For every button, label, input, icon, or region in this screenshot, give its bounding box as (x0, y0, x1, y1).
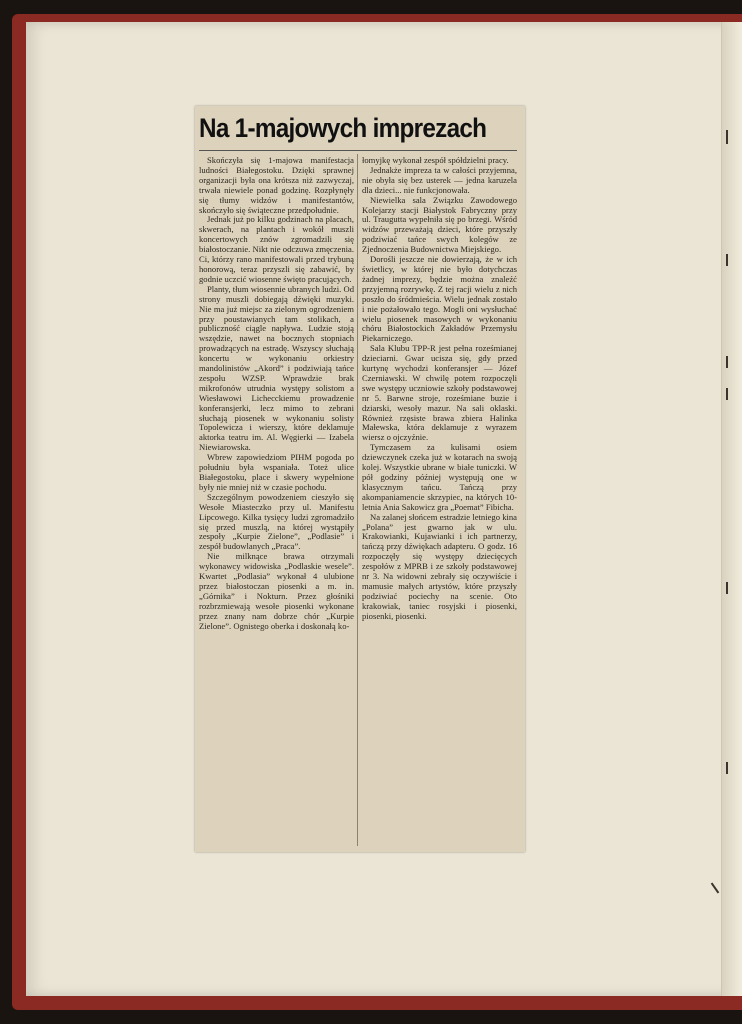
edge-mark (726, 762, 728, 774)
article-paragraph: Wbrew zapowiedziom PIHM pogoda po południu była wspaniała. Toteż ulice Białegostoku, place i skwery wypełnione były nie mniej niż w czasie pochodu. (199, 452, 354, 492)
column-divider (357, 154, 358, 846)
article-paragraph: Tymczasem za kulisami osiem dziewczynek czeka już w kotarach na swoją kolej. Wszystkie ubrane w białe tuniczki. W pół godziny później występują one w klasycznym tańcu. Tańczą przy akompaniamencie skrzypiec, na których 10-letnia Ania Sakowicz gra „Poemat” Fibicha. (362, 442, 517, 512)
article-headline: Na 1-majowych imprezach (199, 113, 487, 143)
newspaper-clipping (195, 106, 525, 852)
article-paragraph: Na zalanej słońcem estradzie letniego kina „Polana” jest gwarno jak w ulu. Krakowianki, Kujawianki i ich partnerzy, tańczą przy dźwiękach adapteru. O godz. 16 rozpoczęły się występy dziecięcych zespołów z MPRB i ze szkoły podstawowej nr 3. Na widowni zebrały się oczywiście i mamusie małych artystów, które przyszły podziwiać pociechy na scenie. Oto krakowiak, taniec rosyjski i piosenki, piosenki, piosenki. (362, 511, 517, 621)
article-paragraph: Nie milknące brawa otrzymali wykonawcy widowiska „Podlaskie wesele”. Kwartet „Podlasia” wykonał 4 ulubione przez białostoczan piosenki a m. in. „Górnika” i Nokturn. Przez głośniki rozbrzmiewają wesołe piosenki wykonane przez znany nam dobrze chór „Kurpie Zielone”. Ognistego oberka i doskonałą ko- (199, 551, 354, 631)
article-paragraph: Dorośli jeszcze nie dowierzają, że w ich świetlicy, w której nie było dotychczas żadnej imprezy, będzie można znaleźć przyjemną rozrywkę. Z tej racji wielu z nich poszło do śródmieścia. Wielu jednak zostało i nie pożałowało tego. Mogli oni wysłuchać wielu piosenek masowych w wykonaniu chóru Białostockich Zakładów Przemysłu Piekarniczego. (362, 254, 517, 344)
edge-mark (726, 254, 728, 266)
article-paragraph: Niewielka sala Związku Zawodowego Kolejarzy stacji Białystok Fabryczny przy ul. Traugutta wypełniła się po brzegi. Wśród widzów przeważają dzieci, które przyszły podziwiać tańce swych kolegów ze Zjednoczenia Budownictwa Miejskiego. (362, 194, 517, 255)
article-paragraph: Jednak już po kilku godzinach na placach, skwerach, na plantach i wokół muszli koncertowych znów zgromadzili się białostoczanie. Nikt nie odczuwa zmęczenia. Ci, którzy rano manifestowali przed trybuną honorową, teraz przyszli się zabawić, by godnie uczcić wiosenne święto pracujących. (199, 214, 354, 284)
article-paragraph: Skończyła się 1-majowa manifestacja ludności Białegostoku. Dzięki sprawnej organizacji była ona krótsza niż zazwyczaj, trwała niewiele ponad godzinę. Rozpłynęły się tłumy widzów i manifestantów, skończyło się świąteczne przedpołudnie. (199, 155, 354, 215)
article-paragraph: Jednakże impreza ta w całości przyjemna, nie obyła się bez usterek — jedna karuzela dla dzieci... nie funkcjonowała. (362, 164, 517, 195)
article-paragraph: Planty, tłum wiosennie ubranych ludzi. Od strony muszli dobiegają dźwięki muzyki. Nie ma już miejsc za zielonym ogrodzeniem przy poustawianych tam stolikach, a publiczność ciągle napływa. Ludzie stoją wszędzie, nawet na bocznych stopniach prowadzących na estradę. Wszyscy słuchają koncertu w wykonaniu orkiestry mandolinistów „Akord” i podziwiają tańce zespołu WZSP. Wprawdzie brak mikrofonów utrudnia występy solistom a Wiesławowi Lichecckiemu prowadzenie konferansjerki, lecz mimo to zebrani słuchają piosenek w wykonaniu solisty Topolewicza i wierszy, które deklamuje aktorka teatru im. Al. Węgierki — Izabela Niewiarowska. (199, 283, 354, 453)
edge-mark (726, 130, 728, 144)
page-edge (721, 22, 742, 996)
article-column-left (199, 156, 354, 632)
edge-mark (726, 388, 728, 400)
edge-mark (711, 883, 720, 894)
edge-mark (726, 582, 728, 594)
article-paragraph: łomyjkę wykonał zespół spółdzielni pracy. (362, 155, 509, 165)
article-paragraph: Sala Klubu TPP-R jest pełna roześmianej dzieciarni. Gwar ucisza się, gdy przed kurtynę wychodzi konferansjer — Józef Czerniawski. W chwilę potem rozpoczęli swe występy uczniowie szkoły podstawowej nr 5. Barwne stroje, roześmiane buzie i dziarski, wesoły mazur. Na sali oklaski. Również rzęsiste brawa zbiera Halinka Małewska, która deklamuje z wyrazem wiersz o ojczyźnie. (362, 343, 517, 443)
article-paragraph: Szczególnym powodzeniem cieszyło się Wesołe Miasteczko przy ul. Manifestu Lipcowego. Kilka tysięcy ludzi zgromadziło się przed muszlą, na której wystąpiły zespoły „Kurpie Zielone”, „Podlasie” i zespół budowlanych „Praca”. (199, 491, 354, 552)
article-column-right (362, 156, 517, 622)
edge-mark (726, 356, 728, 368)
headline-rule (199, 150, 517, 151)
